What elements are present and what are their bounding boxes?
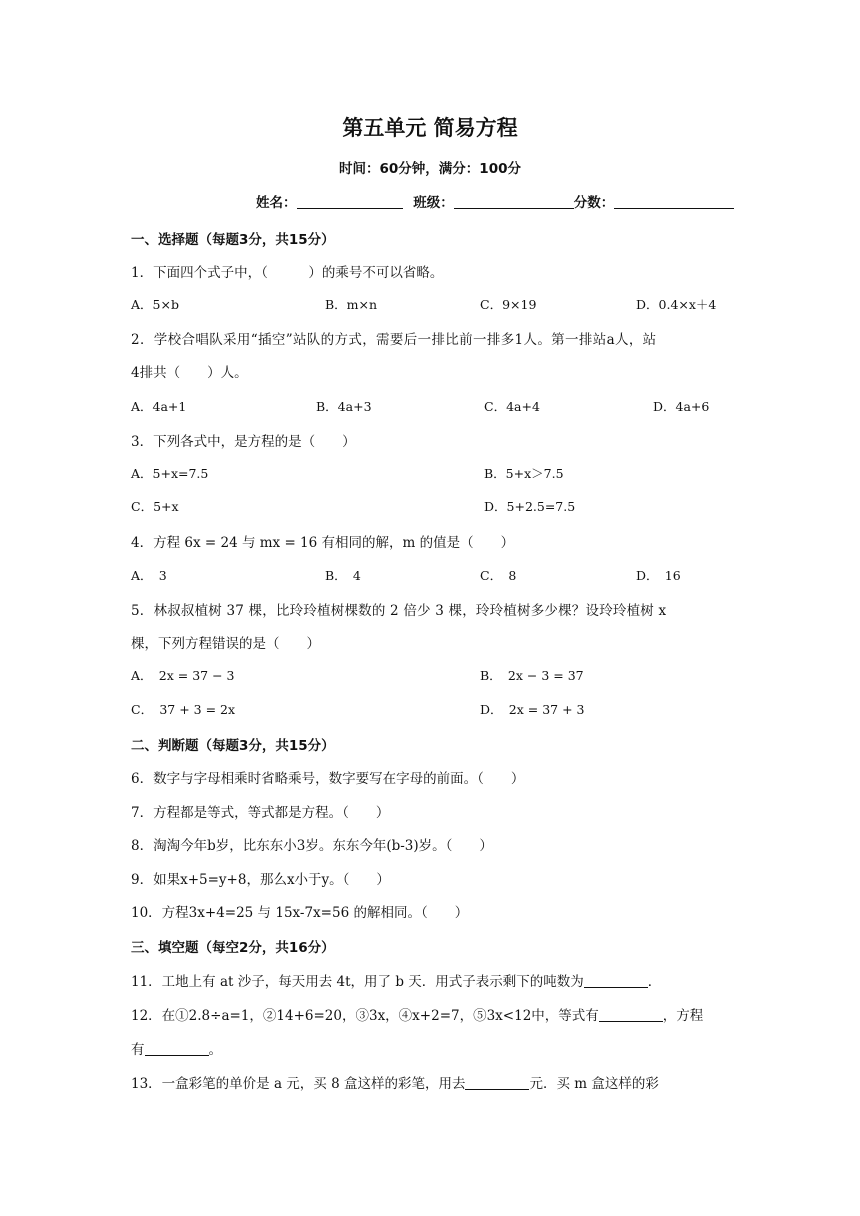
student-info-row (256, 191, 734, 211)
question-10: 10．方程3x+4=25 与 15x-7x=56 的解相同。（ ） (131, 905, 469, 921)
question-5-line-2: 棵，下列方程错误的是（ ） (131, 636, 320, 652)
question-3: 3．下列各式中，是方程的是（ ） (131, 434, 356, 450)
page-title: 第五单元 简易方程 (342, 116, 518, 140)
question-4: 4．方程 6x = 24 与 mx = 16 有相同的解，m 的值是（ ） (131, 535, 515, 551)
q1-option-a: A．5×b (131, 297, 179, 312)
score-label: 分数： (573, 195, 615, 211)
q1-option-b: B．m×n (325, 297, 378, 312)
question-13-text: 13．一盒彩笔的单价是 a 元，买 8 盒这样的彩笔，用去 (131, 1076, 466, 1092)
question-12-line2-end: 。 (208, 1042, 222, 1058)
name-label: 姓名： (256, 195, 297, 211)
question-12-text: 12．在①2.8÷a=1，②14+6=20，③3x，④x+2=7，⑤3x<12中，等式有 (131, 1008, 599, 1024)
class-blank[interactable] (454, 194, 574, 209)
q5-option-d: D． 2x = 37 + 3 (480, 702, 585, 717)
question-13 (131, 1072, 659, 1092)
q2-option-c: C．4a+4 (484, 399, 540, 414)
answer-blank[interactable] (145, 1041, 209, 1056)
q4-option-b: B． 4 (325, 568, 361, 583)
question-7: 7．方程都是等式，等式都是方程。（ ） (131, 805, 390, 821)
question-13-mid: 元．买 m 盒这样的彩 (529, 1076, 659, 1092)
class-label: 班级： (413, 195, 454, 211)
q4-option-a: A． 3 (131, 568, 167, 583)
q2-option-b: B．4a+3 (316, 399, 372, 414)
answer-blank[interactable] (599, 1007, 663, 1022)
page-subtitle: 时间：60分钟，满分：100分 (339, 161, 521, 177)
q4-option-d: D． 16 (636, 568, 681, 583)
q2-option-d: D．4a+6 (653, 399, 710, 414)
q5-option-a: A． 2x = 37 − 3 (131, 668, 235, 683)
q3-option-a: A．5+x=7.5 (131, 466, 209, 481)
question-12-line-1 (131, 1004, 703, 1024)
question-2-line-2: 4排共（ ）人。 (131, 365, 248, 381)
question-6: 6．数字与字母相乘时省略乘号，数字要写在字母的前面。（ ） (131, 771, 525, 787)
q3-option-c: C．5+x (131, 499, 179, 514)
question-12-mid: ，方程 (662, 1008, 704, 1024)
question-2-line-1: 2．学校合唱队采用“插空”站队的方式，需要后一排比前一排多1人。第一排站a人，站 (131, 332, 657, 348)
section-fill-heading: 三、填空题（每空2分，共16分） (131, 940, 335, 956)
question-12-line2-start: 有 (131, 1042, 145, 1058)
q1-option-d: D．0.4×x＋4 (636, 297, 717, 312)
question-11 (131, 970, 661, 990)
q3-option-b: B．5+x＞7.5 (484, 466, 564, 481)
q5-option-c: C． 37 + 3 = 2x (131, 702, 236, 717)
question-8: 8．淘淘今年b岁，比东东小3岁。东东今年(b-3)岁。（ ） (131, 838, 493, 854)
question-12-line-2 (131, 1038, 222, 1058)
question-11-end: ． (647, 974, 662, 990)
score-blank[interactable] (614, 194, 734, 209)
answer-blank[interactable] (584, 973, 648, 988)
section-judge-heading: 二、判断题（每题3分，共15分） (131, 738, 335, 754)
question-9: 9．如果x+5=y+8，那么x小于y。（ ） (131, 872, 390, 888)
name-blank[interactable] (297, 194, 403, 209)
section-choice-heading: 一、选择题（每题3分，共15分） (131, 232, 335, 248)
question-11-text: 11．工地上有 at 沙子，每天用去 4t，用了 b 天．用式子表示剩下的吨数为 (131, 974, 584, 990)
question-1: 1．下面四个式子中，（ ）的乘号不可以省略。 (131, 265, 444, 281)
q2-option-a: A．4a+1 (131, 399, 187, 414)
q3-option-d: D．5+2.5=7.5 (484, 499, 576, 514)
question-5-line-1: 5．林叔叔植树 37 棵，比玲玲植树棵数的 2 倍少 3 棵，玲玲植树多少棵？设玲玲植树 x (131, 603, 667, 619)
q5-option-b: B． 2x − 3 = 37 (480, 668, 584, 683)
answer-blank[interactable] (465, 1075, 529, 1090)
q1-option-c: C．9×19 (480, 297, 537, 312)
q4-option-c: C． 8 (480, 568, 517, 583)
